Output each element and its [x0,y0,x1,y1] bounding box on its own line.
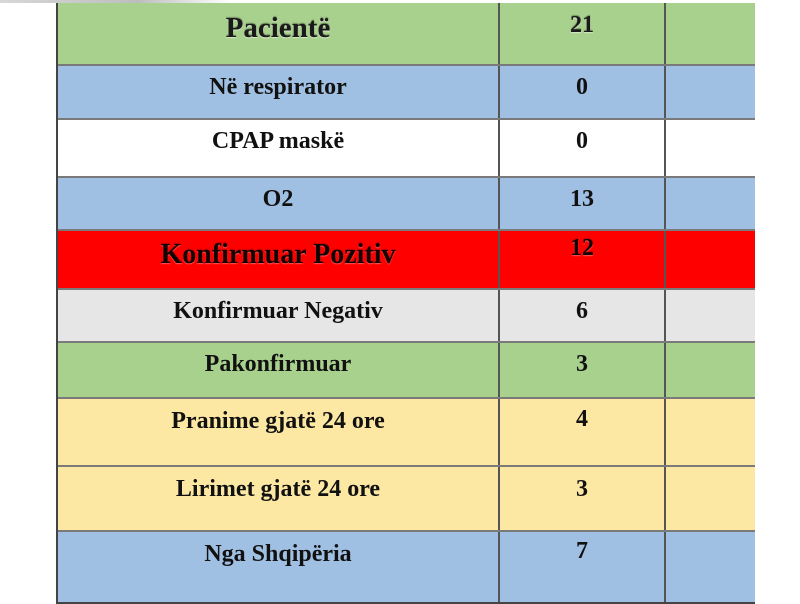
row-value-cell [500,231,666,288]
row-label-cell [58,178,500,229]
row-value-cell [500,532,666,602]
row-label: CPAP maskë [211,128,345,154]
row-value-cell [500,343,666,397]
row-extra-cell [666,399,751,465]
row-label: Lirimet gjatë 24 ore [175,476,381,502]
row-extra-cell [666,290,751,341]
row-value: 3 [576,476,588,502]
row-value: 6 [576,298,588,324]
table-row [58,120,755,178]
row-value-cell [500,178,666,229]
row-label-cell [58,66,500,118]
row-extra-cell [666,467,751,530]
table-row [58,178,755,231]
row-value-cell [500,399,666,465]
row-extra-cell [666,532,751,602]
row-extra-cell [666,3,751,64]
row-label: Pacientë [225,12,331,44]
row-label-cell [58,231,500,288]
table-row [58,231,755,290]
row-label: Konfirmuar Pozitiv [160,239,396,270]
row-label: Konfirmuar Negativ [173,298,383,324]
row-value: 7 [576,538,588,564]
row-value-cell [500,66,666,118]
row-value: 0 [576,74,588,100]
patient-stats-table [56,3,753,604]
row-extra-cell [666,343,751,397]
row-value-cell [500,3,666,64]
row-label: O2 [262,186,294,212]
row-label-cell [58,120,500,176]
table-row [58,66,755,120]
row-label-cell [58,467,500,530]
row-extra-cell [666,178,751,229]
table-row [58,290,755,343]
row-extra-cell [666,66,751,118]
row-label-cell [58,532,500,602]
table-row [58,343,755,399]
row-value: 3 [576,351,588,377]
row-label-cell [58,399,500,465]
table-row [58,532,755,604]
table-row [58,3,755,66]
row-label: Nga Shqipëria [204,541,352,567]
row-value: 4 [576,406,588,432]
table-row [58,399,755,467]
row-value-cell [500,290,666,341]
row-value: 21 [570,12,594,38]
row-extra-cell [666,231,751,288]
row-label: Pakonfirmuar [204,351,352,377]
row-label-cell [58,343,500,397]
row-label: Në respirator [209,74,347,100]
row-value-cell [500,467,666,530]
row-label: Pranime gjatë 24 ore [171,408,385,434]
row-value: 12 [570,235,594,261]
row-label-cell [58,290,500,341]
row-label-cell [58,3,500,64]
row-value: 13 [570,186,594,212]
row-value-cell [500,120,666,176]
row-extra-cell [666,120,751,176]
table-row [58,467,755,532]
row-value: 0 [576,128,588,154]
